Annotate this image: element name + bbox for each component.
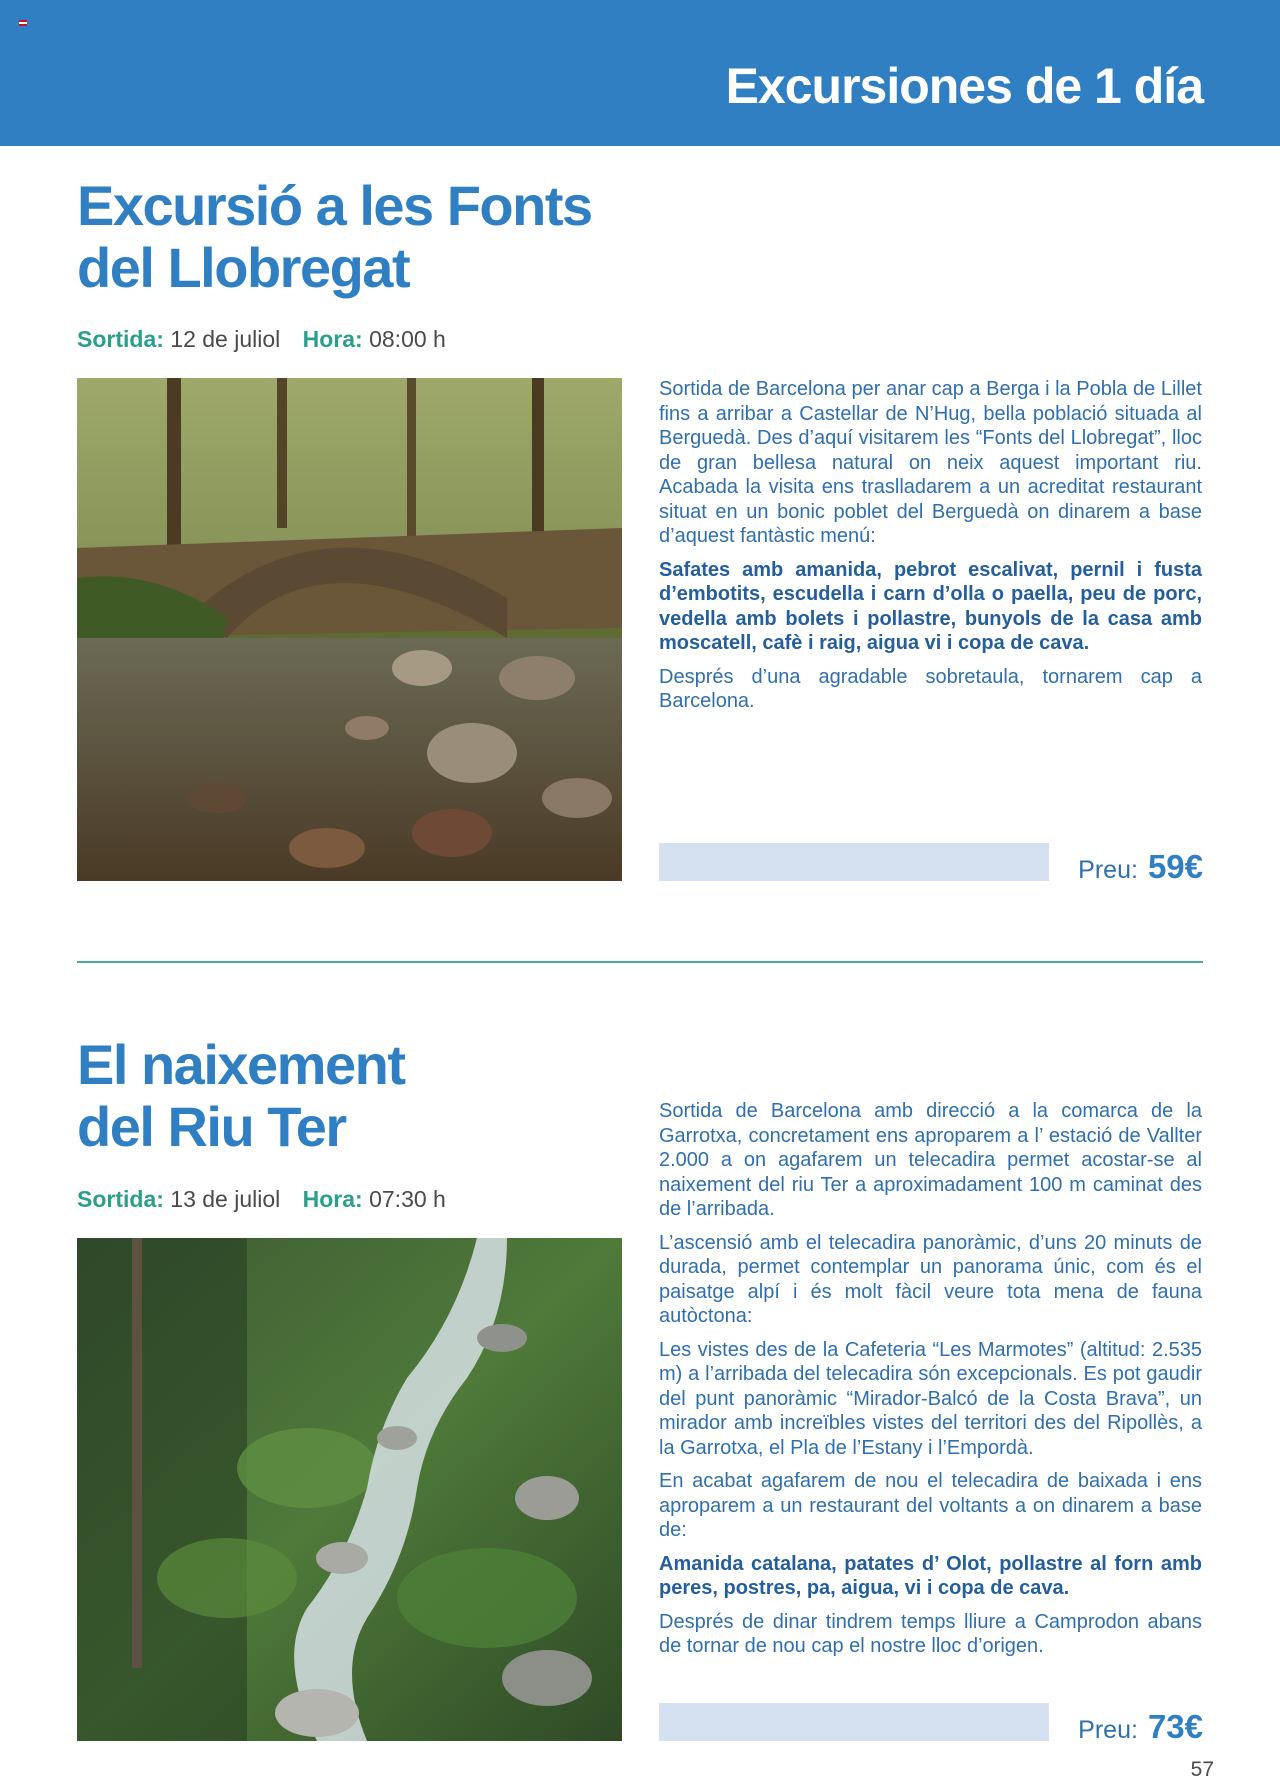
time-label: Hora:	[302, 326, 363, 352]
price-bar	[659, 843, 1049, 881]
price-value: 73€	[1147, 1708, 1203, 1745]
excursion-title-line2: del Llobregat	[77, 236, 410, 299]
excursion-description	[659, 1099, 1202, 1668]
excursion-meta	[77, 326, 446, 353]
section-divider	[77, 961, 1203, 963]
excursion-meta	[77, 1186, 446, 1213]
price-value: 59€	[1147, 848, 1203, 885]
departure-label: Sortida:	[77, 1186, 164, 1212]
photo-stone-bridge	[77, 378, 622, 881]
description-paragraph: L’ascensió amb el telecadira panoràmic, d’uns 20 minuts de durada, permet contemplar un panorama únic, com és el paisatge alpí i és molt fàcil veure tota mena de fauna autòctona:	[659, 1231, 1202, 1327]
description-paragraph: Després de dinar tindrem temps lliure a Camprodon abans de tornar de nou cap el nostre lloc d’origen.	[659, 1610, 1202, 1657]
description-paragraph: Sortida de Barcelona per anar cap a Berga i la Pobla de Lillet fins a arribar a Castellar de N’Hug, bella població situada al Berguedà. Des d’aquí visitarem les “Fonts del Llobregat”, lloc de gran bellesa natural on neix aquest important riu. Acabada la visita ens traslladarem a un acreditat restaurant situat en un bonic poblet del Berguedà on dinarem a base d’aquest fantàstic menú:	[659, 378, 1202, 547]
excursion-title-line2: del Riu Ter	[77, 1095, 346, 1158]
description-paragraph: En acabat agafarem de nou el telecadira de baixada i ens aproparem a un restaurant del voltants a on dinarem a base de:	[659, 1470, 1202, 1541]
menu-paragraph: Safates amb amanida, pebrot escalivat, pernil i fusta d’embotits, escudella i carn d’olla o paella, peu de porc, vedella amb bolets i pollastre, bunyols de la casa amb moscatell, cafè i raig, aigua vi i copa de cava.	[659, 558, 1202, 654]
time-label: Hora:	[302, 1186, 363, 1212]
description-paragraph: Sortida de Barcelona amb direcció a la comarca de la Garrotxa, concretament ens aproparem a l’ estació de Vallter 2.000 a on agafarem un telecadira permet acostar-se al naixement del riu Ter a aproximadament 100 m caminat des de l’arribada.	[659, 1100, 1202, 1220]
time-value: 08:00 h	[369, 326, 446, 352]
section-title: Excursiones de 1 día	[725, 58, 1203, 114]
departure-value: 12 de juliol	[170, 326, 281, 352]
description-paragraph: Després d’una agradable sobretaula, tornarem cap a Barcelona.	[659, 665, 1202, 712]
price-bar	[659, 1703, 1049, 1741]
photo-mountain-stream	[77, 1238, 622, 1741]
time-value: 07:30 h	[369, 1186, 446, 1212]
departure-label: Sortida:	[77, 326, 164, 352]
excursion-title-line1: Excursió a les Fonts	[77, 174, 592, 237]
description-paragraph: Les vistes des de la Cafeteria “Les Marmotes” (altitud: 2.535 m) a l’arribada del telecadira són excepcionals. Es pot gaudir del punt panoràmic “Mirador-Balcó de la Costa Brava”, un mirador amb increïbles vistes del territori des del Ripollès, a la Garrotxa, el Pla de l’Estany i l’Empordà.	[659, 1338, 1202, 1459]
menu-paragraph: Amanida catalana, patates d’ Olot, pollastre al forn amb peres, postres, pa, aigua, vi i copa de cava.	[659, 1552, 1202, 1599]
departure-value: 13 de juliol	[170, 1186, 281, 1212]
page-header	[0, 0, 1280, 146]
price-label: Preu:	[1078, 1716, 1138, 1744]
price	[1078, 848, 1203, 886]
page-number: 57	[1190, 1758, 1214, 1781]
price-label: Preu:	[1078, 856, 1138, 884]
flag-icon	[19, 20, 27, 26]
excursion-title	[77, 1034, 404, 1158]
price	[1078, 1708, 1203, 1746]
excursion-title	[77, 175, 592, 299]
excursion-title-line1: El naixement	[77, 1033, 405, 1096]
excursion-description	[659, 377, 1202, 723]
